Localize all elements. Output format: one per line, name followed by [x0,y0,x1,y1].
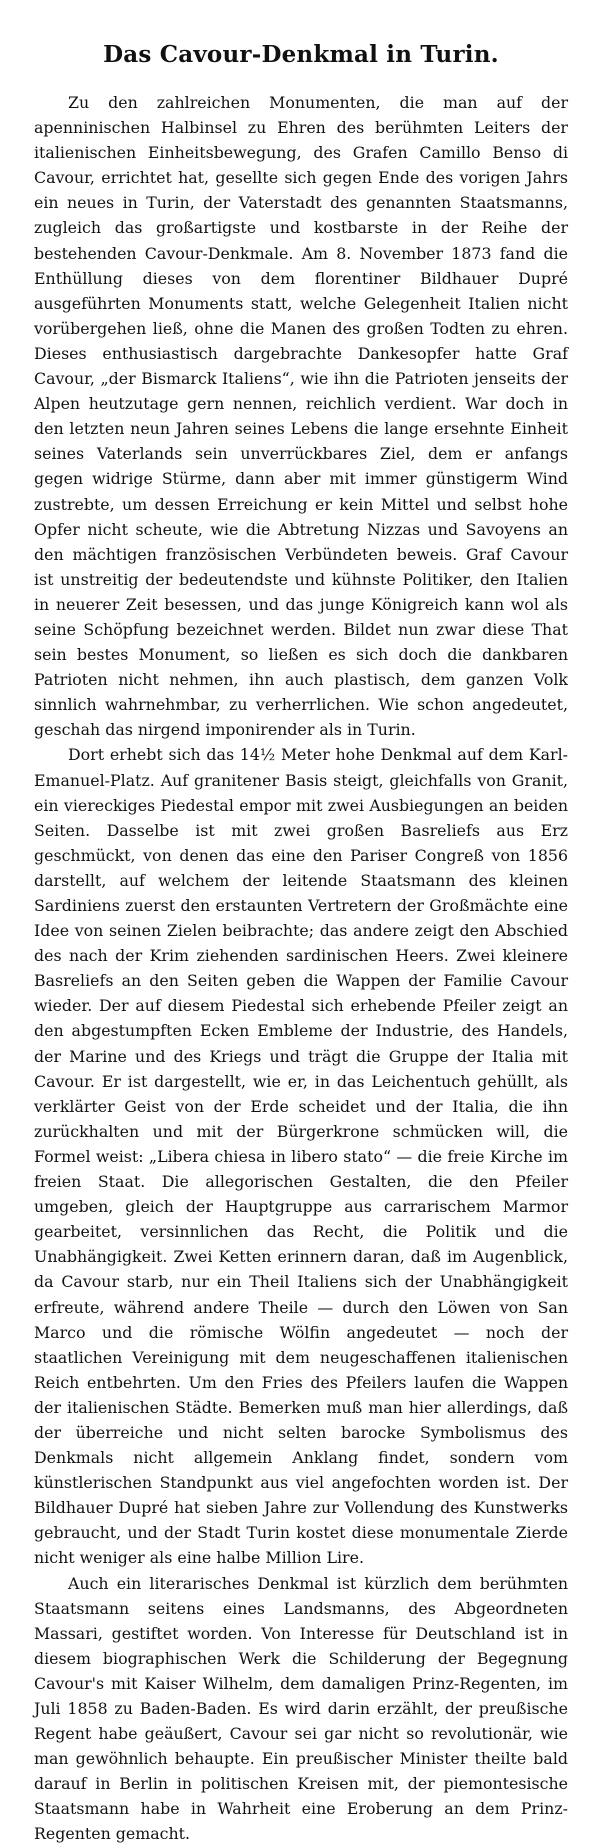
article [34,40,568,1847]
paragraph-1: Zu den zahlreichen Monumenten, die man auf der apenninischen Halbinsel zu Ehren des berühmten Leiters der italienischen Einheitsbewegung, des Grafen Camillo Benso di Cavour, errichtet hat, gesellte sich gegen Ende des vorigen Jahrs ein neues in Turin, der Vaterstadt des genannten Staatsmanns, zugleich das großartigste und kostbarste in der Reihe der bestehenden Cavour-Denkmale. Am 8. November 1873 fand die Enthüllung dieses von dem florentiner Bildhauer Dupré ausgeführten Monuments statt, welche Gelegenheit Italien nicht vorübergehen ließ, ohne die Manen des großen Todten zu ehren. Dieses enthusiastisch dargebrachte Dankesopfer hatte Graf Cavour, „der Bismarck Italiens“, wie ihn die Patrioten jenseits der Alpen heutzutage gern nennen, reichlich verdient. War doch in den letzten neun Jahren seines Lebens die lange ersehnte Einheit seines Vaterlands sein unverrückbares Ziel, dem er anfangs gegen widrige Stürme, dann aber mit immer günstigerm Wind zustrebte, um dessen Erreichung er kein Mittel und selbst hohe Opfer nicht scheute, wie die Abtretung Nizzas und Savoyens an den mächtigen französischen Verbündeten beweis. Graf Cavour ist unstreitig der bedeutendste und kühnste Politiker, den Italien in neuerer Zeit besessen, und das junge Königreich kann wol als seine Schöpfung bezeichnet werden. Bildet nun zwar diese That sein bestes Monument, so ließen es sich doch die dankbaren Patrioten nicht nehmen, ihn auch plastisch, dem ganzen Volk sinnlich wahrnehmbar, zu verherrlichen. Wie schon angedeutet, geschah das nirgend imponirender als in Turin. [34,93,568,740]
paragraph-2: Dort erhebt sich das 14½ Meter hohe Denkmal auf dem Karl-Emanuel-Platz. Auf granitener Basis steigt, gleichfalls von Granit, ein viereckiges Piedestal empor mit zwei Ausbiegungen an beiden Seiten. Dasselbe ist mit zwei großen Basreliefs aus Erz geschmückt, von denen das eine den Pariser Congreß von 1856 darstellt, auf welchem der leitende Staatsmann des kleinen Sardiniens zuerst den erstaunten Vertretern der Großmächte eine Idee von seinen Zielen beibrachte; das andere zeigt den Abschied des nach der Krim ziehenden sardinischen Heers. Zwei kleinere Basreliefs an den Seiten geben die Wappen der Familie Cavour wieder. Der auf diesem Piedestal sich erhebende Pfeiler zeigt an den abgestumpften Ecken Embleme der Industrie, des Handels, der Marine und des Kriegs und trägt die Gruppe der Italia mit Cavour. Er ist dargestellt, wie er, in das Leichentuch gehüllt, als verklärter Geist von der Erde scheidet und der Italia, die ihn zurückhalten und mit der Bürgerkrone schmücken will, die Formel weist: „Libera chiesa in libero stato“ — die freie Kirche im freien Staat. Die allegorischen Gestalten, die den Pfeiler umgeben, gleich der Hauptgruppe aus carrarischem Marmor gearbeitet, versinnlichen das Recht, die Politik und die Unabhängigkeit. Zwei Ketten erinnern daran, daß im Augenblick, da Cavour starb, nur ein Theil Italiens sich der Unabhängigkeit erfreute, während andere Theile — durch den Löwen von San Marco und die römische Wölfin angedeutet — noch der staatlichen Vereinigung mit dem neugeschaffenen italienischen Reich entbehrten. Um den Fries des Pfeilers laufen die Wappen der italienischen Städte. Bemerken muß man hier allerdings, daß der überreiche und nicht selten barocke Symbolismus des Denkmals nicht allgemein Anklang findet, sondern vom künstlerischen Standpunkt aus viel angefochten worden ist. Der Bildhauer Dupré hat sieben Jahre zur Vollendung des Kunstwerks gebraucht, und der Stadt Turin kostet diese monumentale Zierde nicht weniger als eine halbe Million Lire. [34,745,568,1568]
article-title: Das Cavour-Denkmal in Turin. [103,41,499,68]
paragraph-3: Auch ein literarisches Denkmal ist kürzlich dem berühmten Staatsmann seitens eines Landsmanns, des Abgeordneten Massari, gestiftet worden. Von Interesse für Deutschland ist in diesem biographischen Werk die Schilderung der Begegnung Cavour's mit Kaiser Wilhelm, dem damaligen Prinz-Regenten, im Juli 1858 zu Baden-Baden. Es wird darin erzählt, der preußische Regent habe geäußert, Cavour sei gar nicht so revolutionär, wie man gewöhnlich behaupte. Ein preußischer Minister theilte bald darauf in Berlin in politischen Kreisen mit, der piemontesische Staatsmann habe in Wahrheit eine Eroberung an dem Prinz-Regenten gemacht. [34,1573,568,1844]
